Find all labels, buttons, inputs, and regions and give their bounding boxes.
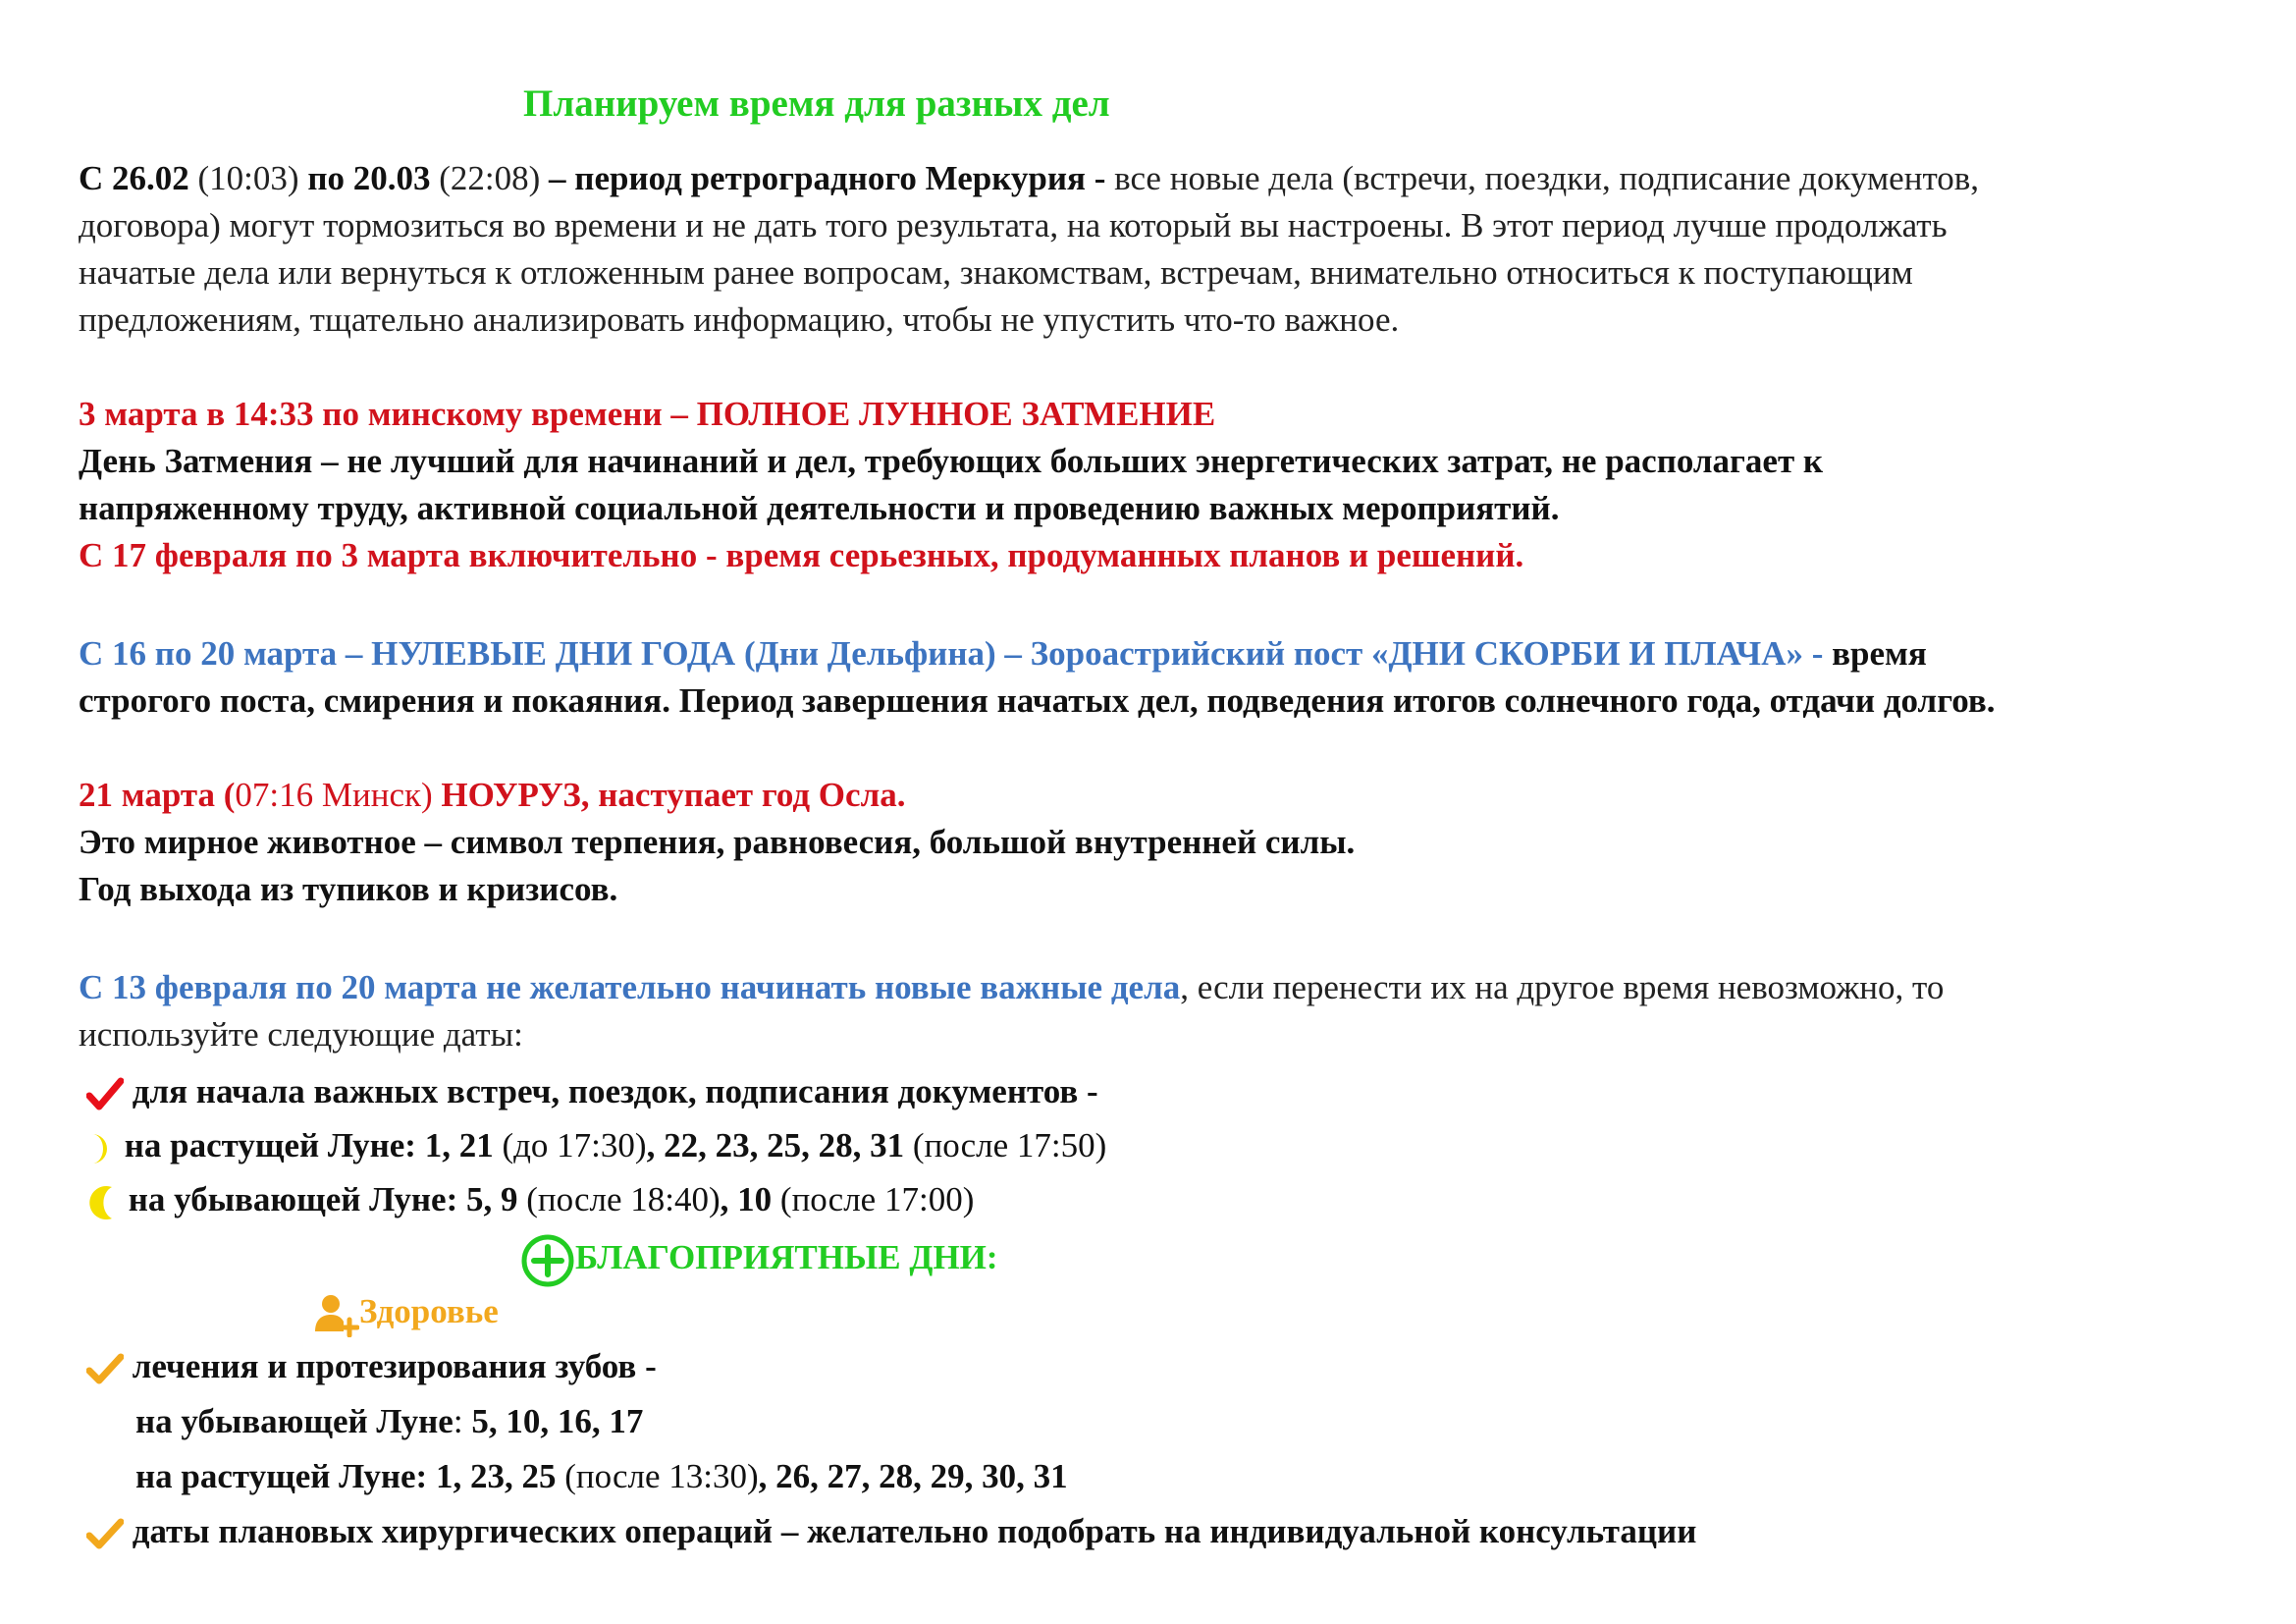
meetings-waning-dates: , 10 <box>720 1180 773 1218</box>
meetings-waxing-label: на растущей Луне: 1, 21 <box>124 1126 494 1164</box>
meetings-waxing-dates: , 22, 23, 25, 28, 31 <box>646 1126 905 1164</box>
meetings-waning-note-2: (после 17:00) <box>772 1180 975 1218</box>
health-waxing-label: на растущей Луне: 1, 23, 25 <box>135 1457 557 1495</box>
nowruz-line-3: Год выхода из тупиков и кризисов. <box>79 870 618 908</box>
waxing-moon-icon <box>84 1131 116 1166</box>
health-teeth-label: лечения и протезирования зубов - <box>132 1347 657 1385</box>
mercury-date-end: по 20.03 <box>307 159 431 197</box>
mercury-time-end: (22:08) <box>430 159 550 197</box>
health-waxing-dates: , 26, 27, 28, 29, 30, 31 <box>758 1457 1068 1495</box>
page-title: Планируем время для разных дел <box>523 82 1110 125</box>
mercury-time-start: (10:03) <box>188 159 308 197</box>
waning-moon-icon <box>84 1184 120 1221</box>
meetings-waning-label: на убывающей Луне: 5, 9 <box>128 1180 518 1218</box>
mercury-line-1 <box>79 155 1979 202</box>
nowruz-heading: НОУРУЗ, наступает год Осла. <box>432 776 906 814</box>
health-waning-label: на убывающей Луне <box>135 1402 454 1440</box>
meetings-waning <box>84 1176 974 1223</box>
zero-days-line-2: строгого поста, смирения и покаяния. Период завершения начатых дел, подведения итогов солнечного года, отдачи долгов. <box>79 681 1996 720</box>
mercury-line-2: договора) могут тормозиться во времени и не дать того результата, на который вы настроены. В этот период лучше продолжать <box>79 206 1948 244</box>
zero-days-heading: С 16 по 20 марта – НУЛЕВЫЕ ДНИ ГОДА (Дни Дельфина) – Зороастрийский пост «ДНИ СКОРБИ И ПЛАЧА» - <box>79 634 1824 673</box>
nowruz-time: 07:16 Минск) <box>235 776 433 814</box>
mercury-date-start: С 26.02 <box>79 159 189 197</box>
advice-line-2: используйте следующие даты: <box>79 1015 523 1054</box>
eclipse-heading: 3 марта в 14:33 по минскому времени – ПОЛНОЕ ЛУННОЕ ЗАТМЕНИЕ <box>79 395 1216 433</box>
zero-days-text-1: время <box>1823 634 1927 673</box>
person-plus-icon <box>314 1292 359 1337</box>
health-waning-colon: : <box>453 1402 472 1440</box>
nowruz-line-2: Это мирное животное – символ терпения, равновесия, большой внутренней силы. <box>79 823 1356 861</box>
health-waning-dates: 5, 10, 16, 17 <box>471 1402 644 1440</box>
health-heading: Здоровье <box>359 1292 499 1330</box>
health-surgery-item <box>86 1508 1696 1555</box>
meetings-item <box>86 1068 1098 1115</box>
eclipse-line-1: День Затмения – не лучший для начинаний и дел, требующих больших энергетических затрат, не располагает к <box>79 442 1824 480</box>
mercury-period-label: – период ретроградного Меркурия - <box>549 159 1106 197</box>
plus-circle-icon <box>520 1233 575 1288</box>
eclipse-line-3: С 17 февраля по 3 марта включительно - время серьезных, продуманных планов и решений. <box>79 536 1524 574</box>
nowruz-line-1 <box>79 772 905 819</box>
health-surgery-label: даты плановых хирургических операций – желательно подобрать на индивидуальной консультации <box>132 1512 1697 1550</box>
meetings-waxing-note-1: (до 17:30) <box>493 1126 647 1164</box>
orange-checkmark-icon <box>86 1518 124 1551</box>
mercury-text-1: все новые дела (встречи, поездки, подписание документов, <box>1105 159 1980 197</box>
meetings-label: для начала важных встреч, поездок, подписания документов - <box>132 1072 1098 1110</box>
nowruz-date: 21 марта ( <box>79 776 236 814</box>
orange-checkmark-icon <box>86 1353 124 1386</box>
advice-text: , если перенести их на другое время невозможно, то <box>1180 968 1945 1006</box>
health-heading-line <box>314 1288 499 1337</box>
advice-line-1 <box>79 964 1944 1011</box>
favorable-heading: БЛАГОПРИЯТНЫЕ ДНИ: <box>575 1238 998 1277</box>
health-teeth-waning <box>135 1398 643 1445</box>
meetings-waning-note-1: (после 18:40) <box>517 1180 721 1218</box>
health-waxing-note: (после 13:30) <box>556 1457 759 1495</box>
favorable-heading-line <box>520 1233 998 1288</box>
red-checkmark-icon <box>86 1077 124 1112</box>
meetings-waxing-note-2: (после 17:50) <box>904 1126 1107 1164</box>
meetings-waxing <box>84 1122 1106 1169</box>
mercury-line-4: предложениям, тщательно анализировать информацию, чтобы не упустить что-то важное. <box>79 300 1400 339</box>
zero-days-line-1 <box>79 630 1927 677</box>
advice-highlight: С 13 февраля по 20 марта не желательно начинать новые важные дела <box>79 968 1181 1006</box>
health-teeth-waxing <box>135 1453 1068 1500</box>
mercury-line-3: начатые дела или вернуться к отложенным ранее вопросам, знакомствам, встречам, внимательно относиться к поступающим <box>79 253 1913 292</box>
health-teeth-item <box>86 1343 657 1390</box>
eclipse-line-2: напряженному труду, активной социальной деятельности и проведению важных мероприятий. <box>79 489 1560 527</box>
